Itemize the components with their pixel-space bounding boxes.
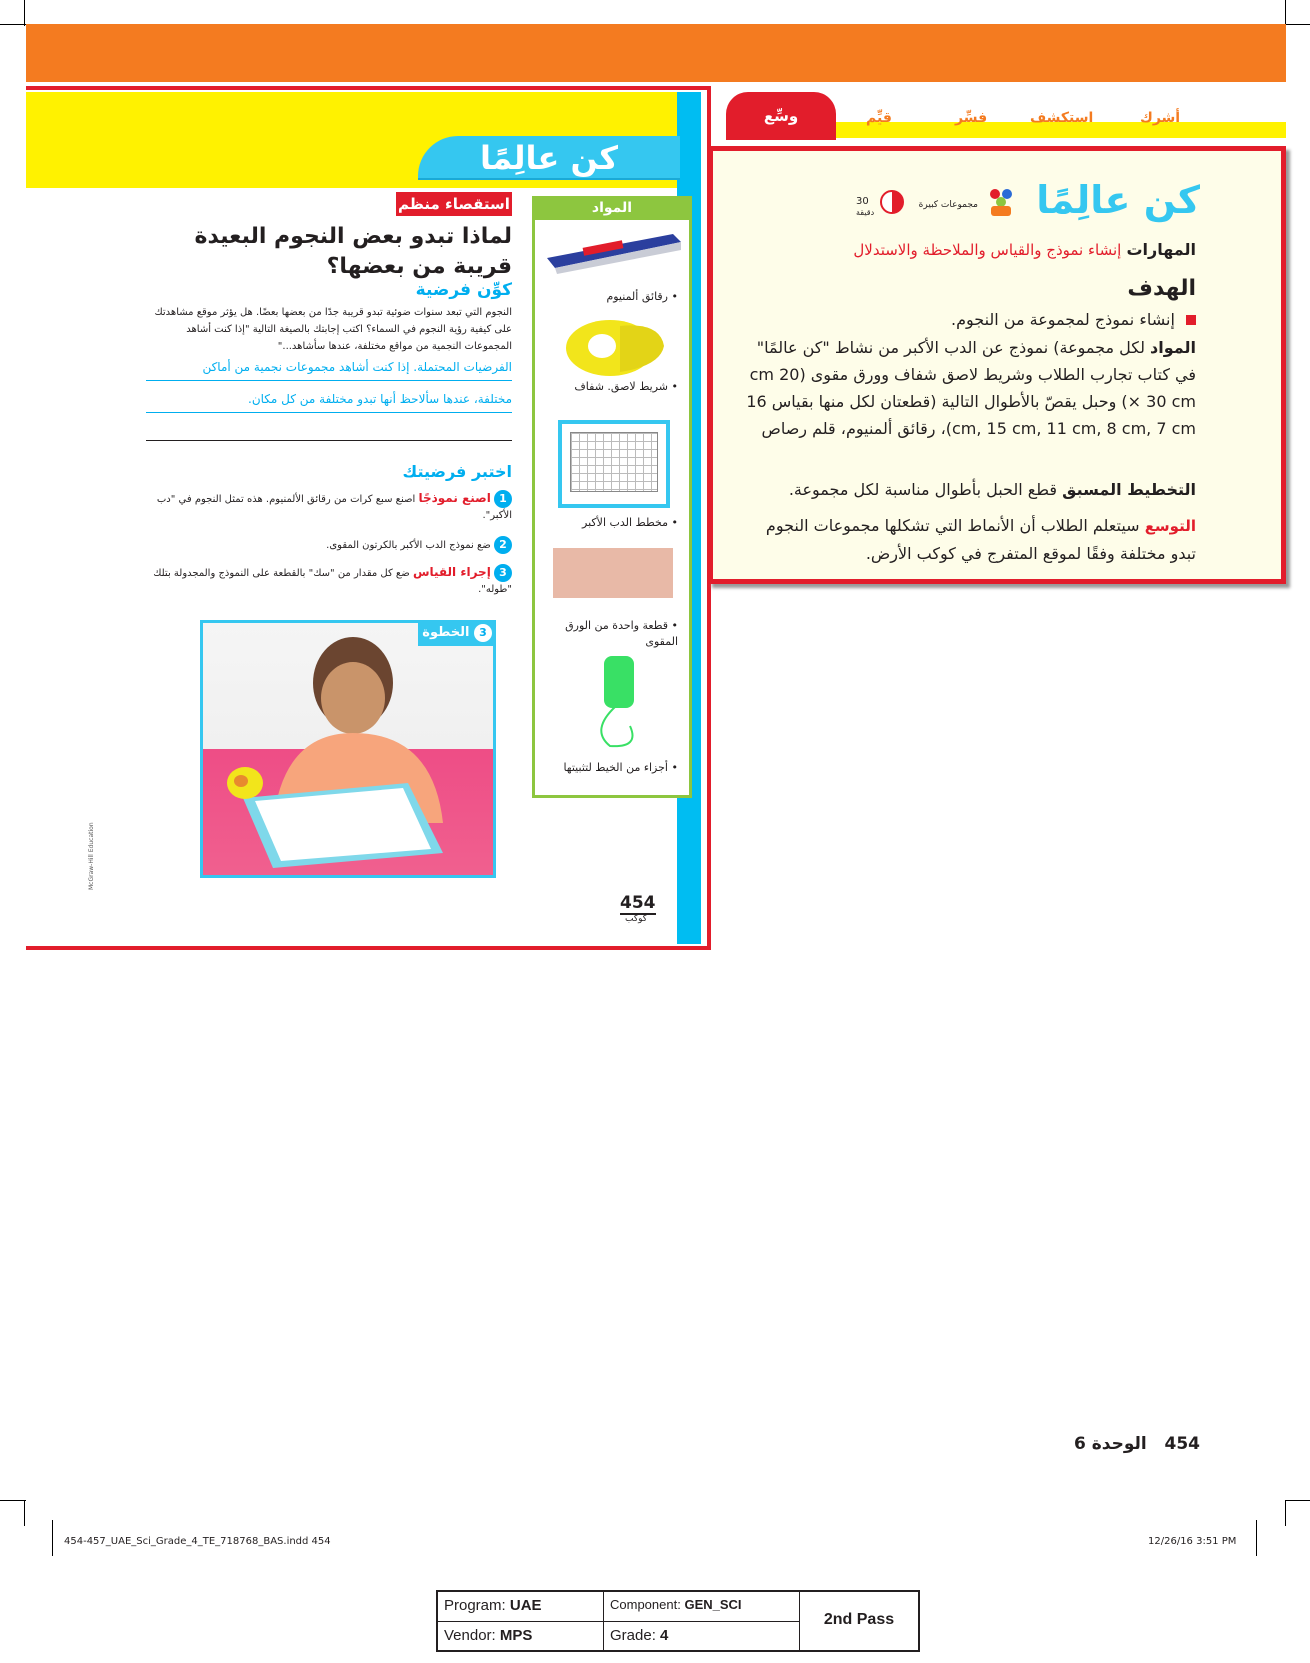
group-icon [985, 186, 1017, 218]
bullet-icon [1186, 315, 1196, 325]
test-hypothesis-title: اختبر فرضيتك [402, 462, 512, 481]
crop-mark [1285, 1500, 1310, 1501]
step-lead: اصنع نموذجًا [418, 491, 491, 505]
star-chart-image [558, 420, 670, 508]
plan-row [740, 476, 1196, 503]
step-number: 3 [474, 624, 492, 642]
tab-evaluate[interactable]: قيِّم [866, 110, 892, 126]
crop-mark [1285, 24, 1310, 25]
teacher-title: كن عالِمًا [1036, 178, 1200, 222]
procedure-step [150, 536, 512, 554]
proof-table [436, 1590, 920, 1652]
extend-text: سيتعلم الطلاب أن الأنماط التي تشكلها مجموعات النجوم تبدو مختلفة وفقًا لموقع المتفرج في كوكب الأرض. [765, 516, 1196, 563]
student-banner-title: كن عالِمًا [480, 139, 618, 177]
crop-mark [24, 1500, 25, 1526]
material-item: • رقائق ألمنيوم [606, 290, 678, 303]
skills-head: المهارات [1126, 240, 1196, 259]
answer-line [146, 440, 512, 441]
material-item: • قطعة واحدة من الورق المقوى [565, 619, 678, 648]
student-page-number: 454 [620, 893, 656, 913]
step-text: اصنع سبع كرات من رقائق الألمنيوم. هذه تمثل النجوم في "دب الأكبر". [156, 494, 512, 521]
string-spool-image [580, 650, 650, 750]
step-text: ضع نموذج الدب الأكبر بالكرتون المقوى. [326, 540, 491, 551]
answer-line [146, 380, 512, 381]
materials-head: المواد [1150, 338, 1196, 357]
material-item: • شريط لاصق. شفاف [574, 380, 678, 393]
inquiry-tag: استقصاء منظم [396, 192, 512, 216]
component-cell: Component: GEN_SCI [604, 1592, 800, 1622]
extend-row [740, 512, 1196, 567]
answer-text: مختلفة، عندها سألاحظ أنها تبدو مختلفة من كل مكان. [248, 392, 512, 406]
crop-mark [52, 1520, 53, 1556]
tape-dispenser-image [560, 312, 670, 380]
tab-explore[interactable]: استكشف [1030, 110, 1094, 126]
materials-row [740, 334, 1196, 442]
answer-line [146, 412, 512, 413]
date-slug: 12/26/16 3:51 PM [1148, 1536, 1237, 1547]
foil-box-image [543, 228, 685, 274]
material-item: • مخطط الدب الأكبر [582, 516, 678, 529]
hypothesis-title: كوِّن فرضية [415, 280, 512, 300]
program-cell: Program: UAE [438, 1592, 604, 1622]
photo-step-badge: 3 الخطوة [418, 620, 496, 646]
top-band [26, 24, 1286, 82]
clock-icon [880, 190, 904, 214]
tab-engage[interactable]: أشرك [1140, 110, 1181, 126]
step-number: 3 [494, 564, 512, 582]
materials-header: المواد [532, 196, 692, 220]
skills-text: إنشاء نموذج والقياس والملاحظة والاستدلال [853, 241, 1122, 259]
boy-with-chart-illustration [203, 623, 496, 878]
plan-head: التخطيط المسبق [1062, 480, 1196, 499]
crop-mark [0, 1500, 26, 1501]
vendor-cell: Vendor: MPS [438, 1622, 604, 1650]
file-slug: 454-457_UAE_Sci_Grade_4_TE_718768_BAS.indd 454 [64, 1536, 331, 1547]
hypothesis-text: النجوم التي تبعد سنوات ضوئية تبدو قريبة جدًا من بعضها بعضًا. هل يؤثر موقع مشاهدتك على كيفية رؤية النجوم في السماء؟ اكتب إجابتك بالصيغة التالية "إذا كنت أشاهد المجموعات النجمية من مواقع مختلفة، عندها سأشاهد..." [154, 307, 512, 352]
inquiry-question: لماذا تبدو بعض النجوم البعيدة قريبة من بعضها؟ [194, 224, 512, 279]
time-unit: دقيقة [856, 208, 875, 217]
crop-mark [24, 0, 25, 26]
plan-text: قطع الحبل بأطوال مناسبة لكل مجموعة. [788, 480, 1058, 499]
photo-credit: McGraw-Hill Education [88, 822, 95, 890]
procedure-step [150, 490, 512, 524]
footer-page-number: 454 الوحدة 6 [1073, 1434, 1200, 1454]
tab-extend[interactable]: وسِّع [726, 92, 836, 140]
cardboard-image [553, 548, 673, 598]
crop-mark [1285, 1500, 1286, 1526]
student-page-label: كوكب [625, 914, 648, 924]
step-number: 1 [494, 490, 512, 508]
crop-mark [0, 24, 26, 25]
crop-mark [1256, 1520, 1257, 1556]
time-amount: 30 [856, 196, 869, 207]
extend-head: التوسع [1144, 517, 1196, 535]
tab-explain[interactable]: فسِّر [955, 110, 988, 126]
procedure-step [150, 564, 512, 598]
materials-text: لكل مجموعة) نموذج عن الدب الأكبر من نشاط "كن عالمًا" في كتاب تجارب الطلاب وشريط لاصق شفاف وورق مقوى (20 cm × 30 cm) وحبل يقصّ بالأطوال التالية (قطعتان لكل منها بقياس 16 cm, 15 cm, 11 cm, 8 cm, 7 cm)، رقائق ألمنيوم، قلم رصاص [746, 338, 1196, 438]
step-text: ضع كل مقدار من "سك" بالقطعة على النموذج والمجدولة بتلك "طوله". [153, 568, 512, 595]
group-label: مجموعات كبيرة [918, 200, 978, 210]
goal-text: إنشاء نموذج لمجموعة من النجوم. [950, 310, 1175, 329]
answer-text: الفرضيات المحتملة. إذا كنت أشاهد مجموعات نجمية من أماكن [202, 360, 512, 374]
goal-row [740, 306, 1196, 333]
student-photo [200, 620, 496, 878]
pass-cell: 2nd Pass [823, 1611, 895, 1628]
grade-cell: Grade: 4 [604, 1622, 800, 1650]
crop-mark [1285, 0, 1286, 26]
step-number: 2 [494, 536, 512, 554]
step-lead: إجراء القياس [412, 565, 491, 579]
goal-title: الهدف [1127, 276, 1196, 301]
material-item: • أجزاء من الخيط لتثبيتها [563, 761, 678, 774]
skills-row [740, 236, 1196, 264]
